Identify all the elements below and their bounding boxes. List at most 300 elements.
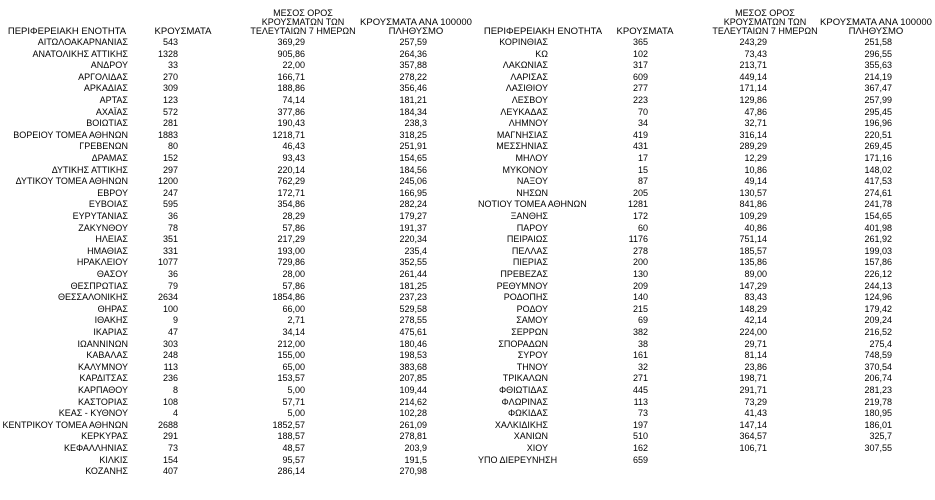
table-row: [0, 408, 935, 420]
region-name: ΚΕΑΣ - ΚΥΘΝΟΥ: [58, 408, 128, 419]
region-name: ΙΘΑΚΗΣ: [94, 315, 128, 326]
region-name: ΛΕΣΒΟΥ: [511, 95, 548, 105]
avg7-value: 449,14: [739, 71, 767, 82]
per100k-value: 184,34: [399, 106, 427, 117]
cases-value: 277: [632, 83, 648, 94]
per100k-value: 181,21: [399, 95, 427, 105]
region-name: ΚΩ: [535, 48, 548, 59]
per100k-value: 181,25: [399, 280, 427, 291]
table-row: [0, 49, 935, 61]
table-row: [0, 385, 935, 397]
per100k-value: 196,96: [864, 118, 892, 129]
region-name: ΜΗΛΟΥ: [515, 153, 548, 163]
per100k-value: 275,4: [869, 338, 892, 349]
cases-value: 172: [632, 211, 648, 221]
region-name: ΛΕΥΚΑΔΑΣ: [500, 106, 548, 117]
per100k-value: 270,98: [399, 466, 427, 477]
cases-value: 38: [637, 338, 648, 349]
per100k-value: 318,25: [399, 129, 427, 140]
cases-value: 1281: [627, 199, 648, 210]
region-name: ΚΑΣΤΟΡΙΑΣ: [78, 396, 128, 407]
cases-value: 130: [632, 269, 648, 279]
per100k-value: 124,96: [864, 292, 892, 303]
per100k-value: 179,42: [864, 303, 892, 314]
cases-value: 431: [632, 141, 648, 152]
region-name: ΣΥΡΟΥ: [517, 350, 548, 361]
region-name: ΗΛΕΙΑΣ: [95, 234, 128, 245]
avg7-value: 171,14: [739, 83, 767, 94]
per100k-value: 191,37: [399, 222, 427, 233]
region-name: ΛΑΡΙΣΑΣ: [510, 71, 548, 82]
region-name: ΗΜΑΘΙΑΣ: [87, 245, 128, 256]
cases-value: 659: [632, 454, 648, 465]
cases-value: 215: [632, 303, 648, 314]
cases-value: 309: [162, 83, 178, 94]
cases-value: 445: [632, 385, 648, 395]
per100k-value: 220,34: [399, 234, 427, 245]
avg7-value: 46,43: [282, 141, 305, 152]
cases-value: 247: [162, 187, 178, 198]
table-row: [0, 292, 935, 304]
avg7-value: 22,00: [282, 60, 305, 71]
cases-value: 33: [167, 60, 178, 71]
cases-value: 162: [632, 443, 648, 453]
avg7-value: 57,71: [282, 396, 305, 407]
avg7-value: 28,00: [282, 269, 305, 279]
region-name: ΑΝΑΤΟΛΙΚΗΣ ΑΤΤΙΚΗΣ: [32, 48, 128, 59]
avg7-value: 148,29: [739, 303, 767, 314]
per100k-value: 199,03: [864, 245, 892, 256]
region-name: ΛΑΚΩΝΙΑΣ: [502, 60, 548, 71]
region-name: ΜΥΚΟΝΟΥ: [502, 164, 548, 175]
avg7-value: 47,86: [744, 106, 767, 117]
avg7-value: 841,86: [739, 199, 767, 210]
per100k-value: 261,44: [399, 269, 427, 279]
per100k-value: 209,24: [864, 315, 892, 326]
table-row: [0, 83, 935, 95]
per100k-value: 383,68: [399, 361, 427, 372]
region-name: ΠΙΕΡΙΑΣ: [512, 257, 548, 268]
avg7-value: 93,43: [282, 153, 305, 163]
table-row: [0, 304, 935, 316]
header-cases-right: ΚΡΟΥΣΜΑΤΑ: [616, 26, 674, 37]
table-row: [0, 199, 935, 211]
table-row: [0, 107, 935, 119]
cases-value: 1200: [157, 176, 178, 187]
region-name: ΗΡΑΚΛΕΙΟΥ: [76, 257, 128, 268]
cases-value: 140: [632, 292, 648, 303]
avg7-value: 364,57: [739, 431, 767, 442]
cases-value: 2634: [157, 292, 178, 303]
per100k-value: 166,95: [399, 187, 427, 198]
per100k-value: 261,92: [864, 234, 892, 245]
table-row: [0, 269, 935, 281]
region-name: ΚΕΝΤΡΙΚΟΥ ΤΟΜΕΑ ΑΘΗΝΩΝ: [2, 419, 128, 430]
cases-value: 297: [162, 164, 178, 175]
per100k-value: 278,81: [399, 431, 427, 442]
region-name: ΘΕΣΠΡΩΤΙΑΣ: [70, 280, 128, 291]
avg7-value: 188,86: [277, 83, 305, 94]
cases-value: 17: [637, 153, 648, 163]
region-name: ΚΙΛΚΙΣ: [99, 454, 128, 465]
table-row: [0, 118, 935, 130]
avg7-value: 40,86: [744, 222, 767, 233]
avg7-value: 73,29: [744, 396, 767, 407]
per100k-value: 157,86: [864, 257, 892, 268]
cases-value: 152: [162, 153, 178, 163]
per100k-value: 102,28: [399, 408, 427, 419]
per100k-value: 325,7: [869, 431, 892, 442]
avg7-value: 57,86: [282, 222, 305, 233]
avg7-value: 212,00: [277, 338, 305, 349]
cases-value: 572: [162, 106, 178, 117]
cases-value: 200: [632, 257, 648, 268]
table-row: [0, 420, 935, 432]
avg7-value: 220,14: [277, 164, 305, 175]
table-row: [0, 373, 935, 385]
per100k-value: 154,65: [399, 153, 427, 163]
per100k-value: 216,52: [864, 327, 892, 337]
avg7-value: 95,57: [282, 454, 305, 465]
avg7-value: 185,57: [739, 245, 767, 256]
table-row: [0, 37, 935, 49]
avg7-value: 316,14: [739, 129, 767, 140]
per100k-value: 251,58: [864, 37, 892, 47]
cases-value: 270: [162, 71, 178, 82]
per100k-value: 417,53: [864, 176, 892, 187]
region-name: ΘΕΣΣΑΛΟΝΙΚΗΣ: [57, 292, 128, 303]
avg7-value: 213,71: [739, 60, 767, 71]
avg7-value: 2,71: [287, 315, 305, 326]
per100k-value: 214,19: [864, 71, 892, 82]
cases-value: 248: [162, 350, 178, 361]
per100k-value: 370,54: [864, 361, 892, 372]
table-row: [0, 153, 935, 165]
avg7-value: 106,71: [739, 443, 767, 453]
region-name: ΝΑΞΟΥ: [516, 176, 548, 187]
region-name: ΚΕΦΑΛΛΗΝΙΑΣ: [63, 443, 128, 453]
per100k-value: 352,55: [399, 257, 427, 268]
cases-value: 510: [632, 431, 648, 442]
cases-value: 9: [172, 315, 178, 326]
per100k-value: 226,12: [864, 269, 892, 279]
per100k-value: 261,09: [399, 419, 427, 430]
region-name: ΥΠΟ ΔΙΕΡΕΥΝΗΣΗ: [478, 454, 558, 465]
per100k-value: 184,56: [399, 164, 427, 175]
per100k-value: 207,85: [399, 373, 427, 384]
region-name: ΦΩΚΙΔΑΣ: [508, 408, 548, 419]
region-name: ΧΑΛΚΙΔΙΚΗΣ: [494, 419, 548, 430]
per100k-value: 475,61: [399, 327, 427, 337]
cases-value: 197: [632, 419, 648, 430]
avg7-value: 81,14: [744, 350, 767, 361]
per100k-value: 237,23: [399, 292, 427, 303]
cases-value: 78: [167, 222, 178, 233]
cases-value: 123: [162, 95, 178, 105]
cases-value: 351: [162, 234, 178, 245]
region-name: ΙΚΑΡΙΑΣ: [93, 327, 128, 337]
region-name: ΘΑΣΟΥ: [96, 269, 128, 279]
region-name: ΛΑΣΙΘΙΟΥ: [505, 83, 548, 94]
avg7-value: 289,29: [739, 141, 767, 152]
region-name: ΠΑΡΟΥ: [516, 222, 548, 233]
table-row: [0, 281, 935, 293]
cases-value: 70: [637, 106, 648, 117]
header-per100k-left: ΚΡΟΥΣΜΑΤΑ ΑΝΑ 100000 ΠΛΗΘΥΣΜΟ: [360, 17, 472, 37]
cases-value: 407: [162, 466, 178, 477]
table-row: [0, 211, 935, 223]
table-row: [0, 246, 935, 258]
per100k-value: 282,24: [399, 199, 427, 210]
region-name: ΧΑΝΙΩΝ: [513, 431, 548, 442]
per100k-value: 274,61: [864, 187, 892, 198]
avg7-value: 48,57: [282, 443, 305, 453]
avg7-value: 73,43: [744, 48, 767, 59]
avg7-value: 729,86: [277, 257, 305, 268]
cases-value: 32: [637, 361, 648, 372]
avg7-value: 135,86: [739, 257, 767, 268]
table-row: [0, 257, 935, 269]
region-name: ΑΧΑΪΑΣ: [95, 106, 128, 117]
cases-value: 205: [632, 187, 648, 198]
per100k-value: 203,9: [404, 443, 427, 453]
per100k-value: 529,58: [399, 303, 427, 314]
cases-value: 34: [637, 118, 648, 129]
per100k-value: 367,47: [864, 83, 892, 94]
region-name: ΑΡΓΟΛΙΔΑΣ: [78, 71, 128, 82]
cases-value: 419: [632, 129, 648, 140]
avg7-value: 147,29: [739, 280, 767, 291]
avg7-value: 172,71: [277, 187, 305, 198]
region-name: ΚΑΡΔΙΤΣΑΣ: [79, 373, 128, 384]
avg7-value: 1854,86: [272, 292, 305, 303]
avg7-value: 147,14: [739, 419, 767, 430]
table-row: [0, 176, 935, 188]
per100k-value: 401,98: [864, 222, 892, 233]
region-name: ΜΕΣΣΗΝΙΑΣ: [496, 141, 548, 152]
cases-value: 87: [637, 176, 648, 187]
cases-value: 1077: [157, 257, 178, 268]
per100k-value: 235,4: [404, 245, 427, 256]
region-name: ΕΥΒΟΙΑΣ: [88, 199, 128, 210]
region-name: ΔΡΑΜΑΣ: [91, 153, 128, 163]
cases-value: 236: [162, 373, 178, 384]
cases-value: 382: [632, 327, 648, 337]
avg7-value: 751,14: [739, 234, 767, 245]
region-name: ΚΑΡΠΑΘΟΥ: [77, 385, 128, 395]
header-cases-left: ΚΡΟΥΣΜΑΤΑ: [154, 26, 212, 37]
avg7-value: 188,57: [277, 431, 305, 442]
avg7-value: 28,29: [282, 211, 305, 221]
avg7-value: 291,71: [739, 385, 767, 395]
cases-value: 60: [637, 222, 648, 233]
per100k-value: 154,65: [864, 211, 892, 221]
avg7-value: 29,71: [744, 338, 767, 349]
avg7-value: 41,43: [744, 408, 767, 419]
per100k-value: 198,53: [399, 350, 427, 361]
header-region-left: ΠΕΡΙΦΕΡΕΙΑΚΗ ΕΝΟΤΗΤΑ: [7, 26, 127, 37]
cases-value: 1176: [628, 234, 648, 245]
avg7-value: 190,43: [277, 118, 305, 129]
region-name: ΤΗΝΟΥ: [516, 361, 548, 372]
table-row: [0, 72, 935, 84]
avg7-value: 129,86: [739, 95, 767, 105]
region-name: ΝΗΣΩΝ: [516, 187, 548, 198]
per100k-value: 191,5: [404, 454, 427, 465]
cases-value: 15: [637, 164, 648, 175]
per100k-value: 355,63: [864, 60, 892, 71]
region-name: ΝΟΤΙΟΥ ΤΟΜΕΑ ΑΘΗΝΩΝ: [478, 199, 587, 210]
table-row: [0, 350, 935, 362]
region-name: ΠΕΙΡΑΙΩΣ: [506, 234, 548, 245]
region-name: ΡΟΔΟΠΗΣ: [503, 292, 548, 303]
region-name: ΣΑΜΟΥ: [516, 315, 548, 326]
cases-value: 8: [172, 385, 178, 395]
region-name: ΘΗΡΑΣ: [97, 303, 128, 314]
cases-value: 1883: [157, 129, 178, 140]
cases-value: 543: [162, 37, 178, 47]
cases-value: 4: [172, 408, 178, 419]
table-row: [0, 339, 935, 351]
per100k-value: 109,44: [399, 385, 427, 395]
cases-value: 317: [632, 60, 648, 71]
region-name: ΕΒΡΟΥ: [97, 187, 128, 198]
table-row: [0, 397, 935, 409]
region-name: ΖΑΚΥΝΘΟΥ: [78, 222, 128, 233]
avg7-value: 5,00: [287, 408, 305, 419]
table-row: [0, 141, 935, 153]
per100k-value: 186,01: [864, 419, 892, 430]
region-name: ΧΙΟΥ: [526, 443, 548, 453]
cases-value: 303: [162, 338, 178, 349]
region-name: ΔΥΤΙΚΗΣ ΑΤΤΙΚΗΣ: [51, 164, 128, 175]
per100k-value: 241,78: [864, 199, 892, 210]
cases-value: 365: [632, 37, 648, 47]
avg7-value: 57,86: [282, 280, 305, 291]
region-name: ΕΥΡΥΤΑΝΙΑΣ: [72, 211, 128, 221]
per100k-value: 180,95: [864, 408, 892, 419]
header-avg7-right: ΜΕΣΟΣ ΟΡΟΣ ΚΡΟΥΣΜΑΤΩΝ ΤΩΝ ΤΕΛΕΥΤΑΙΩΝ 7 ΗΜΕΡΩΝ: [712, 8, 818, 36]
region-name: ΠΕΛΛΑΣ: [511, 245, 548, 256]
region-name: ΚΕΡΚΥΡΑΣ: [81, 431, 128, 442]
region-name: ΣΠΟΡΑΔΩΝ: [498, 338, 548, 349]
avg7-value: 66,00: [282, 303, 305, 314]
table-row: [0, 362, 935, 374]
per100k-value: 264,36: [399, 48, 427, 59]
per100k-value: 278,55: [399, 315, 427, 326]
per100k-value: 245,06: [399, 176, 427, 187]
region-name: ΑΝΔΡΟΥ: [90, 60, 128, 71]
table-row: [0, 223, 935, 235]
avg7-value: 217,29: [277, 234, 305, 245]
per100k-value: 356,46: [399, 83, 427, 94]
avg7-value: 1218,71: [272, 129, 305, 140]
region-name: ΔΥΤΙΚΟΥ ΤΟΜΕΑ ΑΘΗΝΩΝ: [15, 176, 128, 187]
avg7-value: 42,14: [744, 315, 767, 326]
region-name: ΑΡΤΑΣ: [99, 95, 128, 105]
region-name: ΑΙΤΩΛΟΑΚΑΡΝΑΝΙΑΣ: [37, 37, 128, 47]
per100k-value: 180,46: [399, 338, 427, 349]
avg7-value: 1852,57: [272, 419, 305, 430]
region-name: ΑΡΚΑΔΙΑΣ: [83, 83, 128, 94]
avg7-value: 155,00: [277, 350, 305, 361]
cases-value: 2688: [157, 419, 178, 430]
per100k-value: 281,23: [864, 385, 892, 395]
region-name: ΙΩΑΝΝΙΝΩΝ: [77, 338, 128, 349]
cases-value: 291: [162, 431, 178, 442]
avg7-value: 32,71: [744, 118, 767, 129]
cases-value: 47: [167, 327, 178, 337]
per100k-value: 748,59: [864, 350, 892, 361]
avg7-value: 65,00: [282, 361, 305, 372]
per100k-value: 295,45: [864, 106, 892, 117]
avg7-value: 193,00: [277, 245, 305, 256]
cases-value: 100: [162, 303, 178, 314]
avg7-value: 23,86: [744, 361, 767, 372]
region-name: ΚΟΡΙΝΘΙΑΣ: [499, 37, 548, 47]
cases-value: 209: [632, 280, 648, 291]
per100k-value: 296,55: [864, 48, 892, 59]
region-name: ΚΟΖΑΝΗΣ: [85, 466, 128, 477]
avg7-value: 377,86: [277, 106, 305, 117]
table-row: [0, 455, 935, 467]
per100k-value: 269,45: [864, 141, 892, 152]
per100k-value: 214,62: [399, 396, 427, 407]
avg7-value: 83,43: [744, 292, 767, 303]
region-name: ΡΟΔΟΥ: [516, 303, 548, 314]
cases-value: 271: [632, 373, 648, 384]
cases-value: 108: [162, 396, 178, 407]
avg7-value: 49,14: [744, 176, 767, 187]
cases-value: 595: [162, 199, 178, 210]
region-name: ΒΟΡΕΙΟΥ ΤΟΜΕΑ ΑΘΗΝΩΝ: [13, 129, 128, 140]
table-row: [0, 95, 935, 107]
table-row: [0, 60, 935, 72]
avg7-value: 166,71: [277, 71, 305, 82]
region-name: ΠΡΕΒΕΖΑΣ: [500, 269, 548, 279]
avg7-value: 286,14: [277, 466, 305, 477]
avg7-value: 243,29: [739, 37, 767, 47]
avg7-value: 354,86: [277, 199, 305, 210]
per100k-value: 257,99: [864, 95, 892, 105]
table-row: [0, 188, 935, 200]
cases-value: 79: [167, 280, 178, 291]
per100k-value: 171,16: [864, 153, 892, 163]
table-row: [0, 234, 935, 246]
table-row: [0, 165, 935, 177]
avg7-value: 109,29: [739, 211, 767, 221]
table-row: [0, 315, 935, 327]
per100k-value: 238,3: [404, 118, 427, 129]
cases-value: 331: [162, 245, 178, 256]
per100k-value: 179,27: [399, 211, 427, 221]
cases-value: 154: [162, 454, 178, 465]
avg7-value: 12,29: [744, 153, 767, 163]
avg7-value: 5,00: [287, 385, 305, 395]
table-row: [0, 327, 935, 339]
header-avg7-left: ΜΕΣΟΣ ΟΡΟΣ ΚΡΟΥΣΜΑΤΩΝ ΤΩΝ ΤΕΛΕΥΤΑΙΩΝ 7 ΗΜΕΡΩΝ: [250, 8, 356, 36]
table-row: [0, 443, 935, 455]
region-name: ΓΡΕΒΕΝΩΝ: [79, 141, 128, 152]
cases-value: 73: [637, 408, 648, 419]
cases-value: 1328: [157, 48, 178, 59]
cases-value: 69: [637, 315, 648, 326]
region-name: ΛΗΜΝΟΥ: [508, 118, 548, 129]
cases-value: 80: [167, 141, 178, 152]
avg7-value: 89,00: [744, 269, 767, 279]
region-name: ΒΟΙΩΤΙΑΣ: [86, 118, 128, 129]
region-name: ΡΕΘΥΜΝΟΥ: [496, 280, 548, 291]
